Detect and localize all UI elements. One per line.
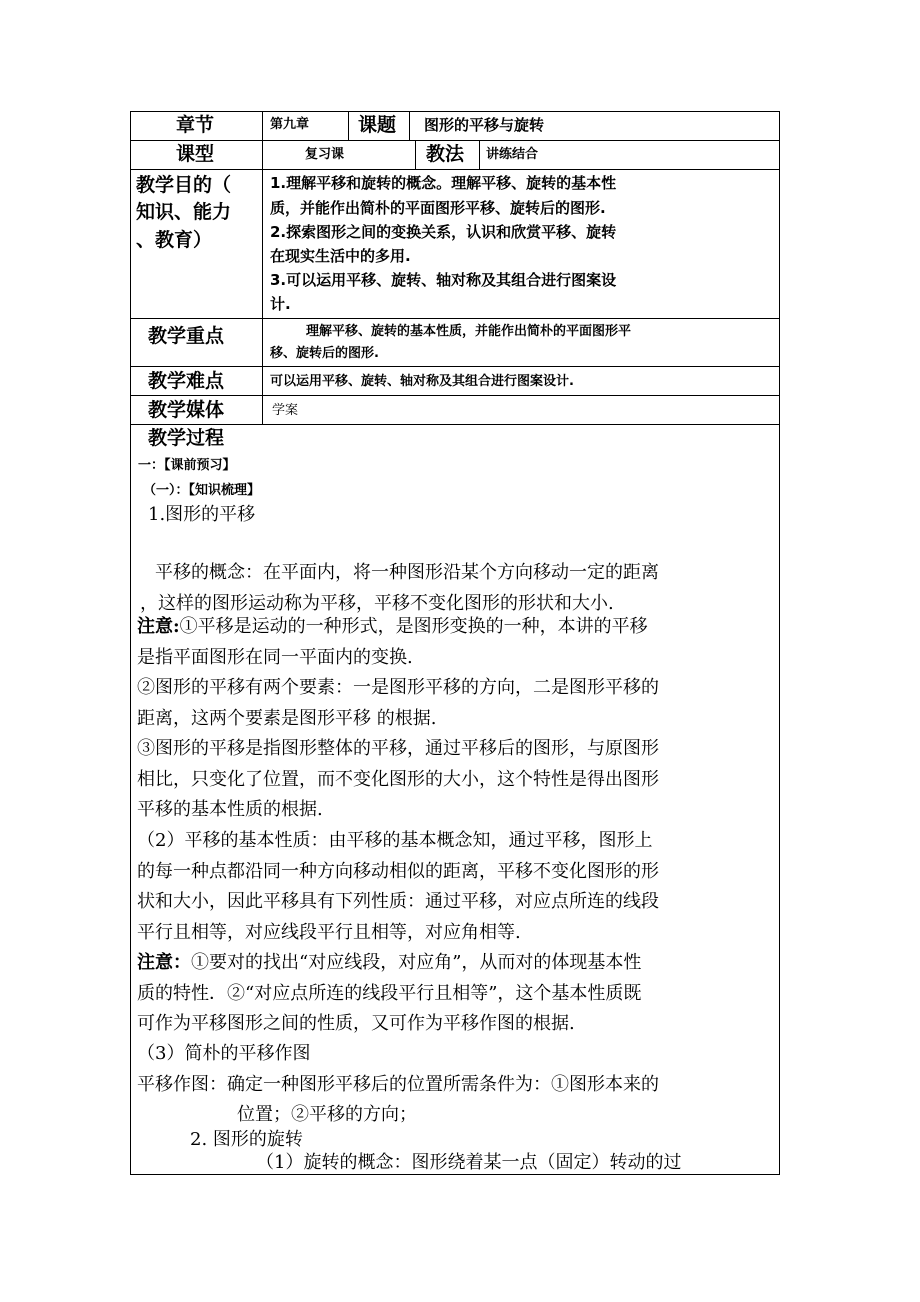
col-divider [262, 111, 263, 424]
drawing-line: 位置；②平移的方向； [237, 1104, 417, 1125]
item-heading: 2. 图形的旋转 [190, 1129, 303, 1150]
note-line: ①要对的找出“对应线段，对应角”，从而对的体现基本性 [191, 952, 642, 973]
item-heading: 1.图形的平移 [148, 504, 256, 525]
col-divider [415, 140, 416, 169]
note-line: ③图形的平移是指图形整体的平移，通过平移后的图形，与原图形 [137, 738, 659, 759]
method-value: 讲练结合 [486, 147, 539, 162]
note-line: 平移的基本性质的根据. [137, 799, 323, 820]
keypoints-line: 理解平移、旋转的基本性质，并能作出简朴的平面图形平 [306, 324, 632, 339]
topic-value: 图形的平移与旋转 [424, 116, 545, 134]
topic-label: 课题 [358, 114, 397, 136]
note-line: ②图形的平移有两个要素：一是图形平移的方向，二是图形平移的 [137, 677, 659, 698]
difficulty-label: 教学难点 [148, 370, 225, 392]
chapter-label: 章节 [176, 114, 215, 136]
note-1 [137, 612, 659, 826]
note-line: 距离，这两个要素是图形平移 的根据. [137, 707, 437, 729]
col-divider [409, 111, 410, 140]
section-heading: 一：【课前预习】 [138, 458, 236, 473]
objective-line: 1.理解平移和旋转的概念。理解平移、旋转的基本性 [270, 174, 617, 192]
property-line: 平行且相等，对应线段平行且相等，对应角相等. [137, 921, 521, 943]
col-divider [479, 140, 480, 169]
method-label: 教法 [426, 143, 465, 165]
note-line: 相比，只变化了位置，而不变化图形的大小，这个特性是得出图形 [137, 768, 659, 790]
note-line: 是指平面图形在同一平面内的变换. [137, 646, 413, 668]
note-label: 注意: [137, 616, 180, 637]
row-divider [130, 318, 780, 319]
lesson-type-label: 课型 [176, 143, 215, 165]
subsection-heading: （一）：【知识梳理】 [143, 483, 261, 498]
objectives-label-line: 、教育） [136, 229, 213, 251]
drawing-line: 平移作图：确定一种图形平移后的位置所需条件为：①图形本来的 [137, 1073, 659, 1095]
objectives-label-line: 教学目的（ [136, 174, 232, 196]
media-text: 学案 [272, 403, 299, 418]
objectives-label-line: 知识、能力 [136, 201, 232, 223]
lesson-type-value: 复习课 [305, 147, 345, 162]
note-line: ①平移是运动的一种形式，是图形变换的一种，本讲的平移 [179, 616, 648, 637]
rotation-concept-line: （1）旋转的概念：图形绕着某一点（固定）转动的过 [256, 1152, 682, 1173]
objective-line: 计. [270, 295, 291, 313]
note-line: 可作为平移图形之间的性质，又可作为平移作图的根据. [137, 1013, 575, 1034]
translation-drawing [137, 1039, 659, 1131]
process-title: 教学过程 [148, 427, 225, 449]
objective-line: 3.可以运用平移、旋转、轴对称及其组合进行图案设 [270, 271, 617, 289]
note-2 [137, 948, 641, 1040]
difficulty-text: 可以运用平移、旋转、轴对称及其组合进行图案设计. [270, 374, 574, 389]
concept-line: ，这样的图形运动称为平移，平移不变化图形的形状和大小. [140, 592, 614, 614]
concept-line: 平移的概念：在平面内，将一种图形沿某个方向移动一定的距离 [155, 562, 659, 583]
property-line: 状和大小，因此平移具有下列性质：通过平移，对应点所连的线段 [137, 891, 659, 912]
note-line: 质的特性．②“对应点所连的线段平行且相等”，这个基本性质既 [137, 982, 642, 1004]
objective-line: 2.探索图形之间的变换关系，认识和欣赏平移、旋转 [270, 223, 617, 241]
objective-line: 质，并能作出简朴的平面图形平移、旋转后的图形. [270, 199, 606, 217]
keypoints-line: 移、旋转后的图形. [270, 346, 379, 361]
property-line: 的每一种点都沿同一种方向移动相似的距离，平移不变化图形的形 [137, 860, 659, 882]
property-line: （2）平移的基本性质：由平移的基本概念知，通过平移，图形上 [137, 830, 653, 851]
objective-line: 在现实生活中的多用. [270, 247, 411, 265]
row-divider [130, 395, 780, 396]
row-divider [130, 140, 780, 141]
row-divider [130, 169, 780, 170]
translation-properties [137, 826, 659, 948]
translation-concept [137, 558, 659, 619]
row-divider [130, 366, 780, 367]
drawing-title: （3）简朴的平移作图 [137, 1043, 311, 1064]
note-label: 注意： [137, 952, 191, 973]
row-divider [130, 424, 780, 425]
keypoints-label: 教学重点 [148, 325, 225, 347]
chapter-value: 第九章 [270, 117, 310, 132]
col-divider [348, 111, 349, 140]
media-label: 教学媒体 [148, 399, 225, 421]
